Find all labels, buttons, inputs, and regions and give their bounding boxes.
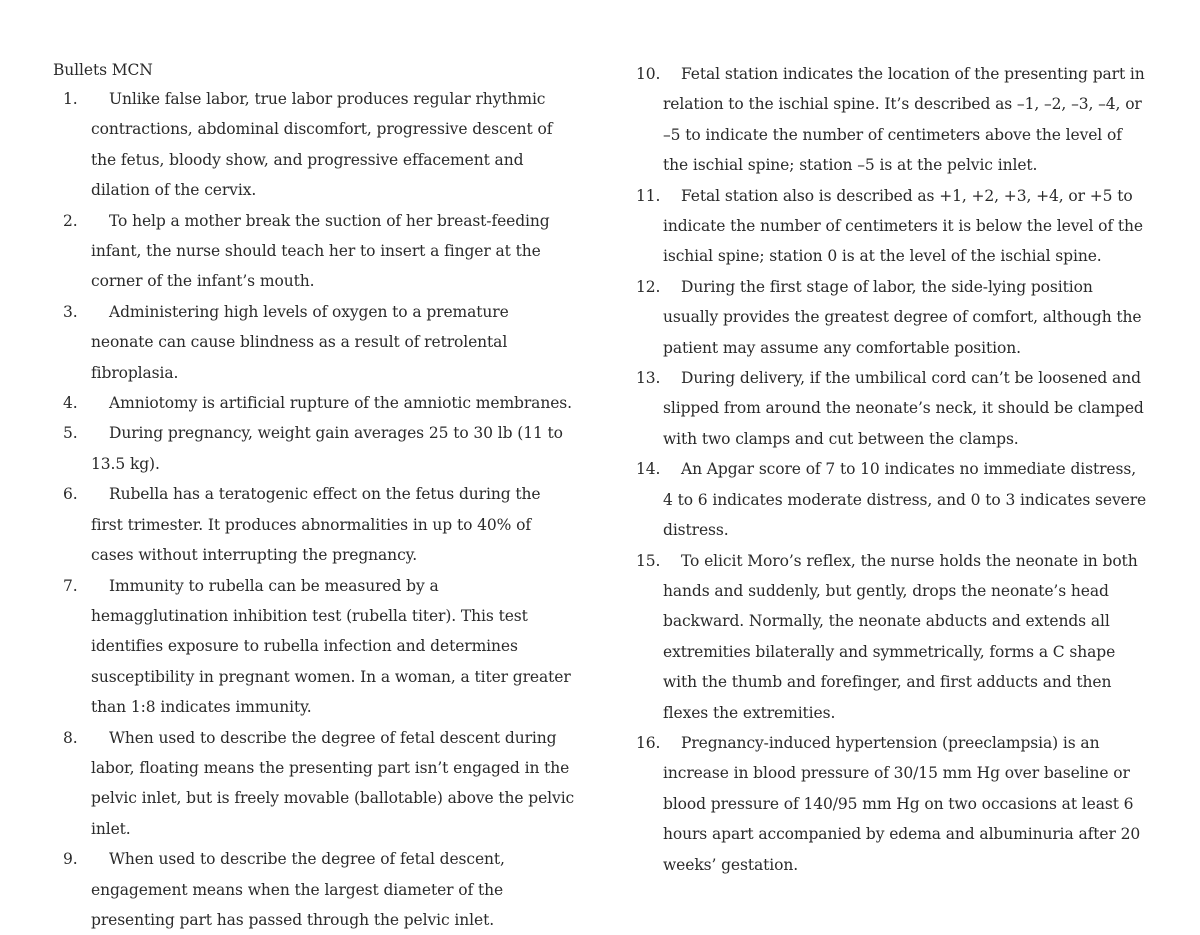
- item-text: Fetal station also is described as +1, +2, +3, +4, or +5 to indicate the number of centimeters it is below the level of the ischial spine; station 0 is at the level of the ischial spine.: [663, 186, 1143, 266]
- item-number: 8.: [63, 728, 78, 747]
- list-item: [53, 844, 575, 935]
- list-item: [636, 363, 1148, 454]
- item-number: 1.: [63, 90, 78, 108]
- bullet-list-left: [53, 84, 575, 935]
- item-number: 16.: [636, 733, 661, 752]
- item-text: When used to describe the degree of fetal descent during labor, floating means the presenting part isn’t engaged in the pelvic inlet, but is freely movable (ballotable) above the pelvic inlet.: [91, 728, 575, 838]
- item-number: 12.: [636, 277, 661, 296]
- item-number: 9.: [63, 850, 78, 869]
- item-text: Fetal station indicates the location of the presenting part in relation to the ischial spine. It’s described as –1, –2, –3, –4, or –5 to indicate the number of centimeters above the level of the ischial spine; station –5 is at the pelvic inlet.: [663, 65, 1145, 175]
- item-number: 10.: [636, 65, 661, 83]
- item-number: 7.: [63, 576, 78, 595]
- list-item: [53, 418, 575, 479]
- right-column: [636, 59, 1148, 880]
- item-number: 2.: [63, 211, 78, 230]
- list-item: [53, 479, 575, 570]
- item-text: Rubella has a teratogenic effect on the fetus during the first trimester. It produces abnormalities in up to 40% of cases without interrupting the pregnancy.: [91, 485, 541, 565]
- list-item: [636, 728, 1148, 880]
- item-number: 3.: [63, 302, 78, 321]
- item-number: 13.: [636, 369, 661, 388]
- item-text: During the first stage of labor, the side-lying position usually provides the greatest degree of comfort, although the patient may assume any comfortable position.: [663, 277, 1142, 357]
- list-item: [636, 59, 1148, 181]
- list-item: [53, 206, 575, 297]
- left-column: [53, 58, 575, 935]
- list-item: [636, 181, 1148, 272]
- item-text: To elicit Moro’s reflex, the nurse holds the neonate in both hands and suddenly, but gently, drops the neonate’s head backward. Normally, the neonate abducts and extends all extremities bilaterally and symmetrically, forms a C shape with the thumb and forefinger, and first adducts and then flexes the extremities.: [663, 551, 1138, 722]
- list-item: [53, 84, 575, 206]
- item-number: 14.: [636, 460, 661, 479]
- item-number: 5.: [63, 424, 78, 443]
- list-item: [636, 454, 1148, 545]
- item-text: During delivery, if the umbilical cord can’t be loosened and slipped from around the neonate’s neck, it should be clamped with two clamps and cut between the clamps.: [663, 369, 1144, 448]
- item-number: 4.: [63, 394, 78, 413]
- item-text: Amniotomy is artificial rupture of the amniotic membranes.: [109, 394, 572, 413]
- item-number: 11.: [636, 186, 661, 205]
- list-item: [636, 272, 1148, 363]
- document-title: Bullets MCN: [53, 61, 153, 79]
- item-text: An Apgar score of 7 to 10 indicates no immediate distress, 4 to 6 indicates moderate distress, and 0 to 3 indicates severe distress.: [663, 460, 1147, 540]
- bullet-list-right: [636, 59, 1148, 880]
- item-number: 6.: [63, 485, 78, 504]
- item-text: Pregnancy-induced hypertension (preeclampsia) is an increase in blood pressure of 30/15 mm Hg over baseline or blood pressure of 140/95 mm Hg on two occasions at least 6 hours apart accompanied by edema and albuminuria after 20 weeks’ gestation.: [663, 733, 1141, 874]
- list-item: [53, 297, 575, 388]
- item-text: Unlike false labor, true labor produces regular rhythmic contractions, abdominal discomfort, progressive descent of the fetus, bloody show, and progressive effacement and dilation of the cervix.: [91, 90, 553, 200]
- list-item: [53, 723, 575, 845]
- list-item: [53, 388, 575, 418]
- item-text: Immunity to rubella can be measured by a hemagglutination inhibition test (rubella titer). This test identifies exposure to rubella infection and determines susceptibility in pregnant women. In a woman, a titer greater than 1:8 indicates immunity.: [91, 576, 571, 717]
- item-number: 15.: [636, 551, 661, 570]
- item-text: During pregnancy, weight gain averages 25 to 30 lb (11 to 13.5 kg).: [91, 424, 563, 473]
- item-text: Administering high levels of oxygen to a premature neonate can cause blindness as a result of retrolental fibroplasia.: [91, 302, 509, 382]
- item-text: To help a mother break the suction of her breast-feeding infant, the nurse should teach her to insert a finger at the corner of the infant’s mouth.: [91, 211, 550, 291]
- item-text: When used to describe the degree of fetal descent, engagement means when the largest diameter of the presenting part has passed through the pelvic inlet.: [91, 850, 505, 929]
- list-item: [53, 571, 575, 723]
- list-item: [636, 546, 1148, 728]
